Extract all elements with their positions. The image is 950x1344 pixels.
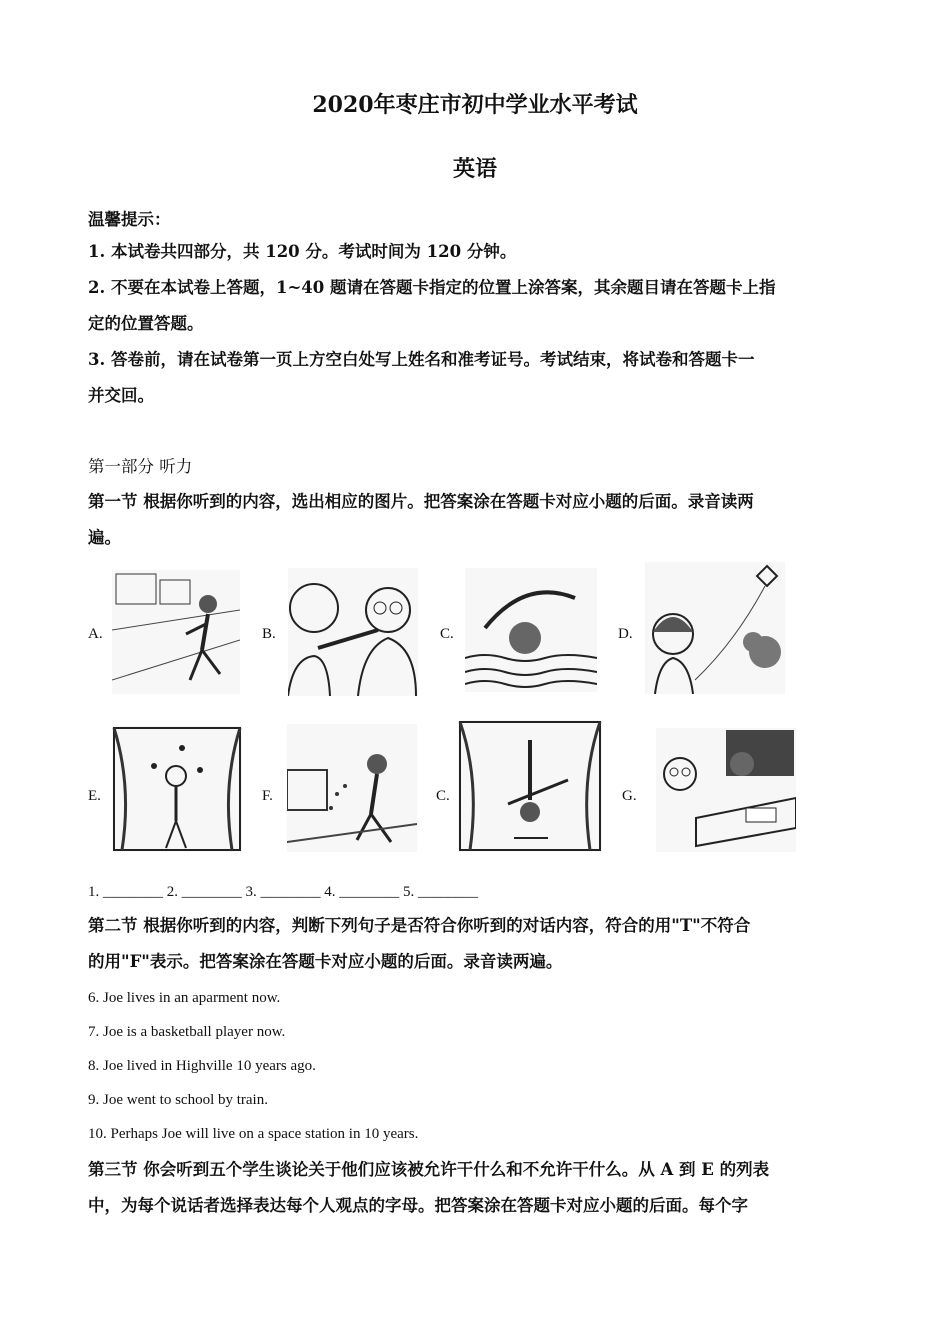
picture-label: G.	[622, 788, 637, 804]
subject-title: 英语	[452, 156, 497, 182]
statement: 8. Joe lived in Highville 10 years ago.	[88, 1058, 316, 1074]
section1-instruction: 第一节 根据你听到的内容，选出相应的图片。把答案涂在答题卡对应小题的后面。录音读两	[88, 492, 754, 511]
part1-heading: 第一部分 听力	[88, 457, 193, 476]
tip-line: 2. 不要在本试卷上答题，1~40 题请在答题卡指定的位置上涂答案，其余题目请在答题卡上指	[88, 278, 776, 297]
section1-instruction: 遍。	[88, 528, 121, 547]
tips-heading: 温馨提示：	[88, 210, 171, 229]
statement: 7. Joe is a basketball player now.	[88, 1024, 286, 1040]
running-boy-picture	[112, 570, 240, 694]
section2-instruction: 的用"F"表示。把答案涂在答题卡对应小题的后面。录音读两遍。	[88, 952, 563, 971]
section3-instruction: 第三节 你会听到五个学生谈论关于他们应该被允许干什么和不允许干什么。从 A 到 E 的列表	[88, 1160, 770, 1179]
boy-splashing-picture	[287, 724, 417, 852]
exam-title: 2020年枣庄市初中学业水平考试	[312, 92, 638, 118]
tip-line: 1. 本试卷共四部分，共 120 分。考试时间为 120 分钟。	[88, 242, 517, 261]
students-at-desk-picture	[656, 728, 796, 852]
section3-instruction: 中，为每个说话者选择表达每个人观点的字母。把答案涂在答题卡对应小题的后面。每个字	[88, 1196, 748, 1215]
section2-instruction: 第二节 根据你听到的内容，判断下列句子是否符合你听到的对话内容，符合的用"T"不符合	[88, 916, 751, 935]
picture-label: F.	[262, 788, 273, 804]
statement: 10. Perhaps Joe will live on a space station in 10 years.	[88, 1126, 419, 1142]
picture-label: E.	[88, 788, 101, 804]
picture-label: C.	[440, 626, 454, 642]
teacher-pointing-picture	[288, 568, 418, 696]
tip-line: 3. 答卷前，请在试卷第一页上方空白处写上姓名和准考证号。考试结束，将试卷和答题卡一	[88, 350, 755, 369]
tip-line: 定的位置答题。	[88, 314, 204, 333]
picture-label: B.	[262, 626, 276, 642]
swimming-picture	[465, 568, 597, 692]
statement: 9. Joe went to school by train.	[88, 1092, 268, 1108]
handstand-violin-talent-show-picture	[458, 720, 602, 852]
picture-label: C.	[436, 788, 450, 804]
answer-blanks: 1. ________ 2. ________ 3. ________ 4. ________ 5. ________	[88, 884, 478, 900]
girl-flying-kite-picture	[645, 562, 785, 694]
tip-line: 并交回。	[88, 386, 154, 405]
picture-label: D.	[618, 626, 633, 642]
picture-label: A.	[88, 626, 103, 642]
statement: 6. Joe lives in an aparment now.	[88, 990, 281, 1006]
juggling-talent-show-picture	[112, 726, 242, 852]
